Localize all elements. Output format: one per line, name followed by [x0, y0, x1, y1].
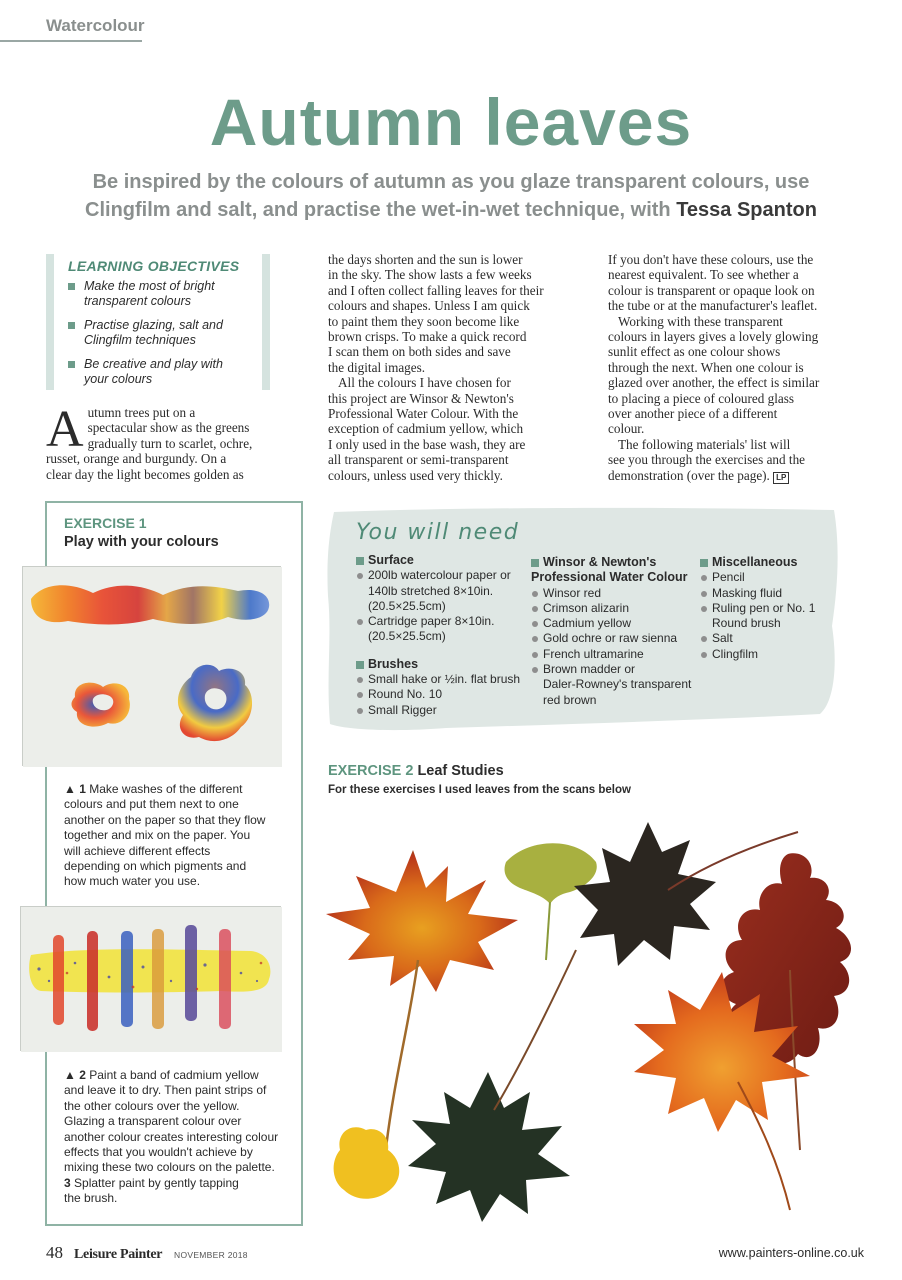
materials-item: Winsor red [531, 586, 697, 601]
body-line: demonstration (over the page). LP [608, 468, 852, 484]
learning-objectives-box [46, 254, 270, 390]
body-line: colour. [608, 421, 645, 437]
standfirst-text: Clingfilm and salt, and practise the wet-in-wet technique, with [85, 199, 677, 221]
materials-item: Ruling pen or No. 1 Round brush [700, 601, 830, 632]
body-line: Working with these transparent [618, 313, 783, 329]
body-line: see you through the exercises and the [608, 452, 806, 468]
website-url: www.painters-online.co.uk [718, 1246, 864, 1260]
drop-cap: A [46, 401, 84, 458]
body-line: and I often collect falling leaves for their [328, 282, 544, 298]
body-line: utumn trees put on a [87, 405, 196, 420]
body-line: I scan them on both sides and save [328, 344, 511, 360]
body-line: the days shorten and the sun is lower [328, 252, 523, 267]
objective-item: Be creative and play with your colours [68, 357, 262, 387]
objective-item: Make the most of bright transparent colours [68, 279, 262, 309]
body-line: spectacular show as the greens [87, 420, 250, 436]
glazing-strips-photo [20, 906, 281, 1051]
body-line: colours and shapes. Unless I am quick [328, 298, 530, 314]
body-line: colours in layers gives a lovely glowing [608, 329, 819, 345]
materials-column-misc [700, 555, 830, 662]
body-line: sunlit effect as one colour shows [608, 344, 781, 360]
body-line: exception of cadmium yellow, which [328, 421, 524, 437]
body-line: gradually turn to scarlet, ochre, [87, 435, 253, 451]
oak-leaf-red [721, 853, 851, 1150]
materials-item: Small hake or ½in. flat brush [356, 672, 526, 687]
body-line: russet, orange and burgundy. On a [46, 451, 227, 467]
body-column-2 [328, 252, 568, 483]
body-line: I only used in the base wash, they are [328, 436, 526, 452]
objectives-list [68, 279, 262, 387]
colour-washes-photo [22, 566, 281, 766]
objectives-heading: LEARNING OBJECTIVES [68, 258, 240, 274]
body-line: nearest equivalent. To see whether a [608, 267, 799, 283]
materials-item: Pencil [700, 570, 830, 585]
exercise-1-title: Play with your colours [64, 534, 219, 550]
materials-item: Small Rigger [356, 703, 526, 718]
body-line: in the sky. The show lasts a few weeks [328, 267, 532, 283]
body-line: the tube or at the manufacturer's leaflet. [608, 298, 818, 314]
exercise-1-caption-2: ▲ 2 Paint a band of cadmium yellow and leave it to dry. Then paint strips of the other colours over the yellow. Glazing a transparent colour over another colour creates interesting colour effects that you wouldn't achieve by mixing these two colours on the palette. 3 Splatter paint by gently tapping the brush. [64, 1068, 279, 1206]
paints-heading-2: Professional Water Colour [531, 570, 688, 585]
materials-item: Salt [700, 631, 830, 646]
materials-item: Crimson alizarin [531, 601, 697, 616]
materials-item: Clingfilm [700, 647, 830, 662]
body-line: to placing a piece of coloured glass [608, 390, 795, 406]
exercise-2-subtitle: For these exercises I used leaves from the scans below [328, 784, 631, 796]
standfirst-line-2 [60, 196, 842, 224]
materials-item: Cartridge paper 8×10in. (20.5×25.5cm) [356, 614, 526, 645]
body-line: All the colours I have chosen for [338, 375, 511, 391]
body-line: colours, unless used very thickly. [328, 467, 503, 483]
end-mark: LP [773, 472, 789, 484]
standfirst-line-1: Be inspired by the colours of autumn as you glaze transparent colours, use [92, 171, 810, 193]
surface-heading: Surface [356, 553, 526, 568]
materials-item: Brown madder or Daler-Rowney's transparent red brown [531, 662, 697, 708]
section-tag [0, 12, 145, 42]
objective-item: Practise glazing, salt and Clingfilm techniques [68, 318, 262, 348]
scanned-leaves-image [318, 810, 902, 1230]
materials-item: 200lb watercolour paper or 140lb stretched 8×10in. (20.5×25.5cm) [356, 568, 526, 614]
exercise-2-heading [328, 763, 504, 779]
misc-heading: Miscellaneous [700, 555, 830, 570]
body-line: Professional Water Colour. With the [328, 406, 519, 422]
ginkgo-leaf-yellow [334, 1127, 400, 1199]
materials-item: Cadmium yellow [531, 616, 697, 631]
exercise-2-number: EXERCISE 2 [328, 763, 414, 779]
section-label: Watercolour [46, 16, 145, 35]
body-line: The following materials' list will [618, 436, 791, 452]
materials-item: Gold ochre or raw sienna [531, 631, 697, 646]
materials-item: French ultramarine [531, 647, 697, 662]
body-line: over another piece of a different [608, 406, 778, 422]
body-line: to paint them they soon become like [328, 313, 520, 329]
body-line: brown crisps. To make a quick record [328, 329, 527, 345]
brushes-heading: Brushes [356, 657, 526, 672]
materials-item: Masking fluid [700, 586, 830, 601]
exercise-2-title: Leaf Studies [413, 763, 504, 779]
article-title: Autumn leaves [209, 85, 693, 159]
magazine-name: Leisure Painter [74, 1247, 163, 1262]
body-line: all transparent or semi-transparent [328, 452, 509, 468]
page-number: 48 [46, 1243, 63, 1262]
maple-leaf-dark-green [408, 950, 576, 1222]
body-line: colour is transparent or opaque look on [608, 282, 815, 298]
body-column-1 [46, 401, 276, 482]
paints-heading: Winsor & Newton's [531, 555, 697, 570]
materials-column-surface-brushes [356, 553, 526, 718]
issue-date: NOVEMBER 2018 [174, 1250, 248, 1260]
materials-item: Round No. 10 [356, 687, 526, 702]
body-line: glazed over another, the effect is similar [608, 375, 820, 391]
body-line: If you don't have these colours, use the [608, 252, 814, 267]
up-arrow-icon: ▲ [64, 1068, 76, 1082]
exercise-1-caption-1: ▲ 1 Make washes of the different colours and put them next to one another on the paper so that they flow together and mix on the paper. You will achieve different effects depending on which pigments and how much water you use. [64, 782, 266, 889]
author-name: Tessa Spanton [676, 199, 817, 221]
body-column-3 [608, 252, 852, 484]
body-line: clear day the light becomes golden as [46, 466, 244, 482]
up-arrow-icon: ▲ [64, 782, 76, 796]
body-line: through the next. When one colour is [608, 359, 804, 375]
body-line: this project are Winsor & Newton's [328, 390, 514, 406]
materials-column-paints [531, 555, 697, 708]
body-line: the digital images. [328, 359, 426, 375]
standfirst [60, 168, 842, 224]
exercise-1-number: EXERCISE 1 [64, 515, 147, 531]
materials-title: You will need [356, 520, 520, 545]
ginkgo-leaf-green [505, 843, 597, 960]
